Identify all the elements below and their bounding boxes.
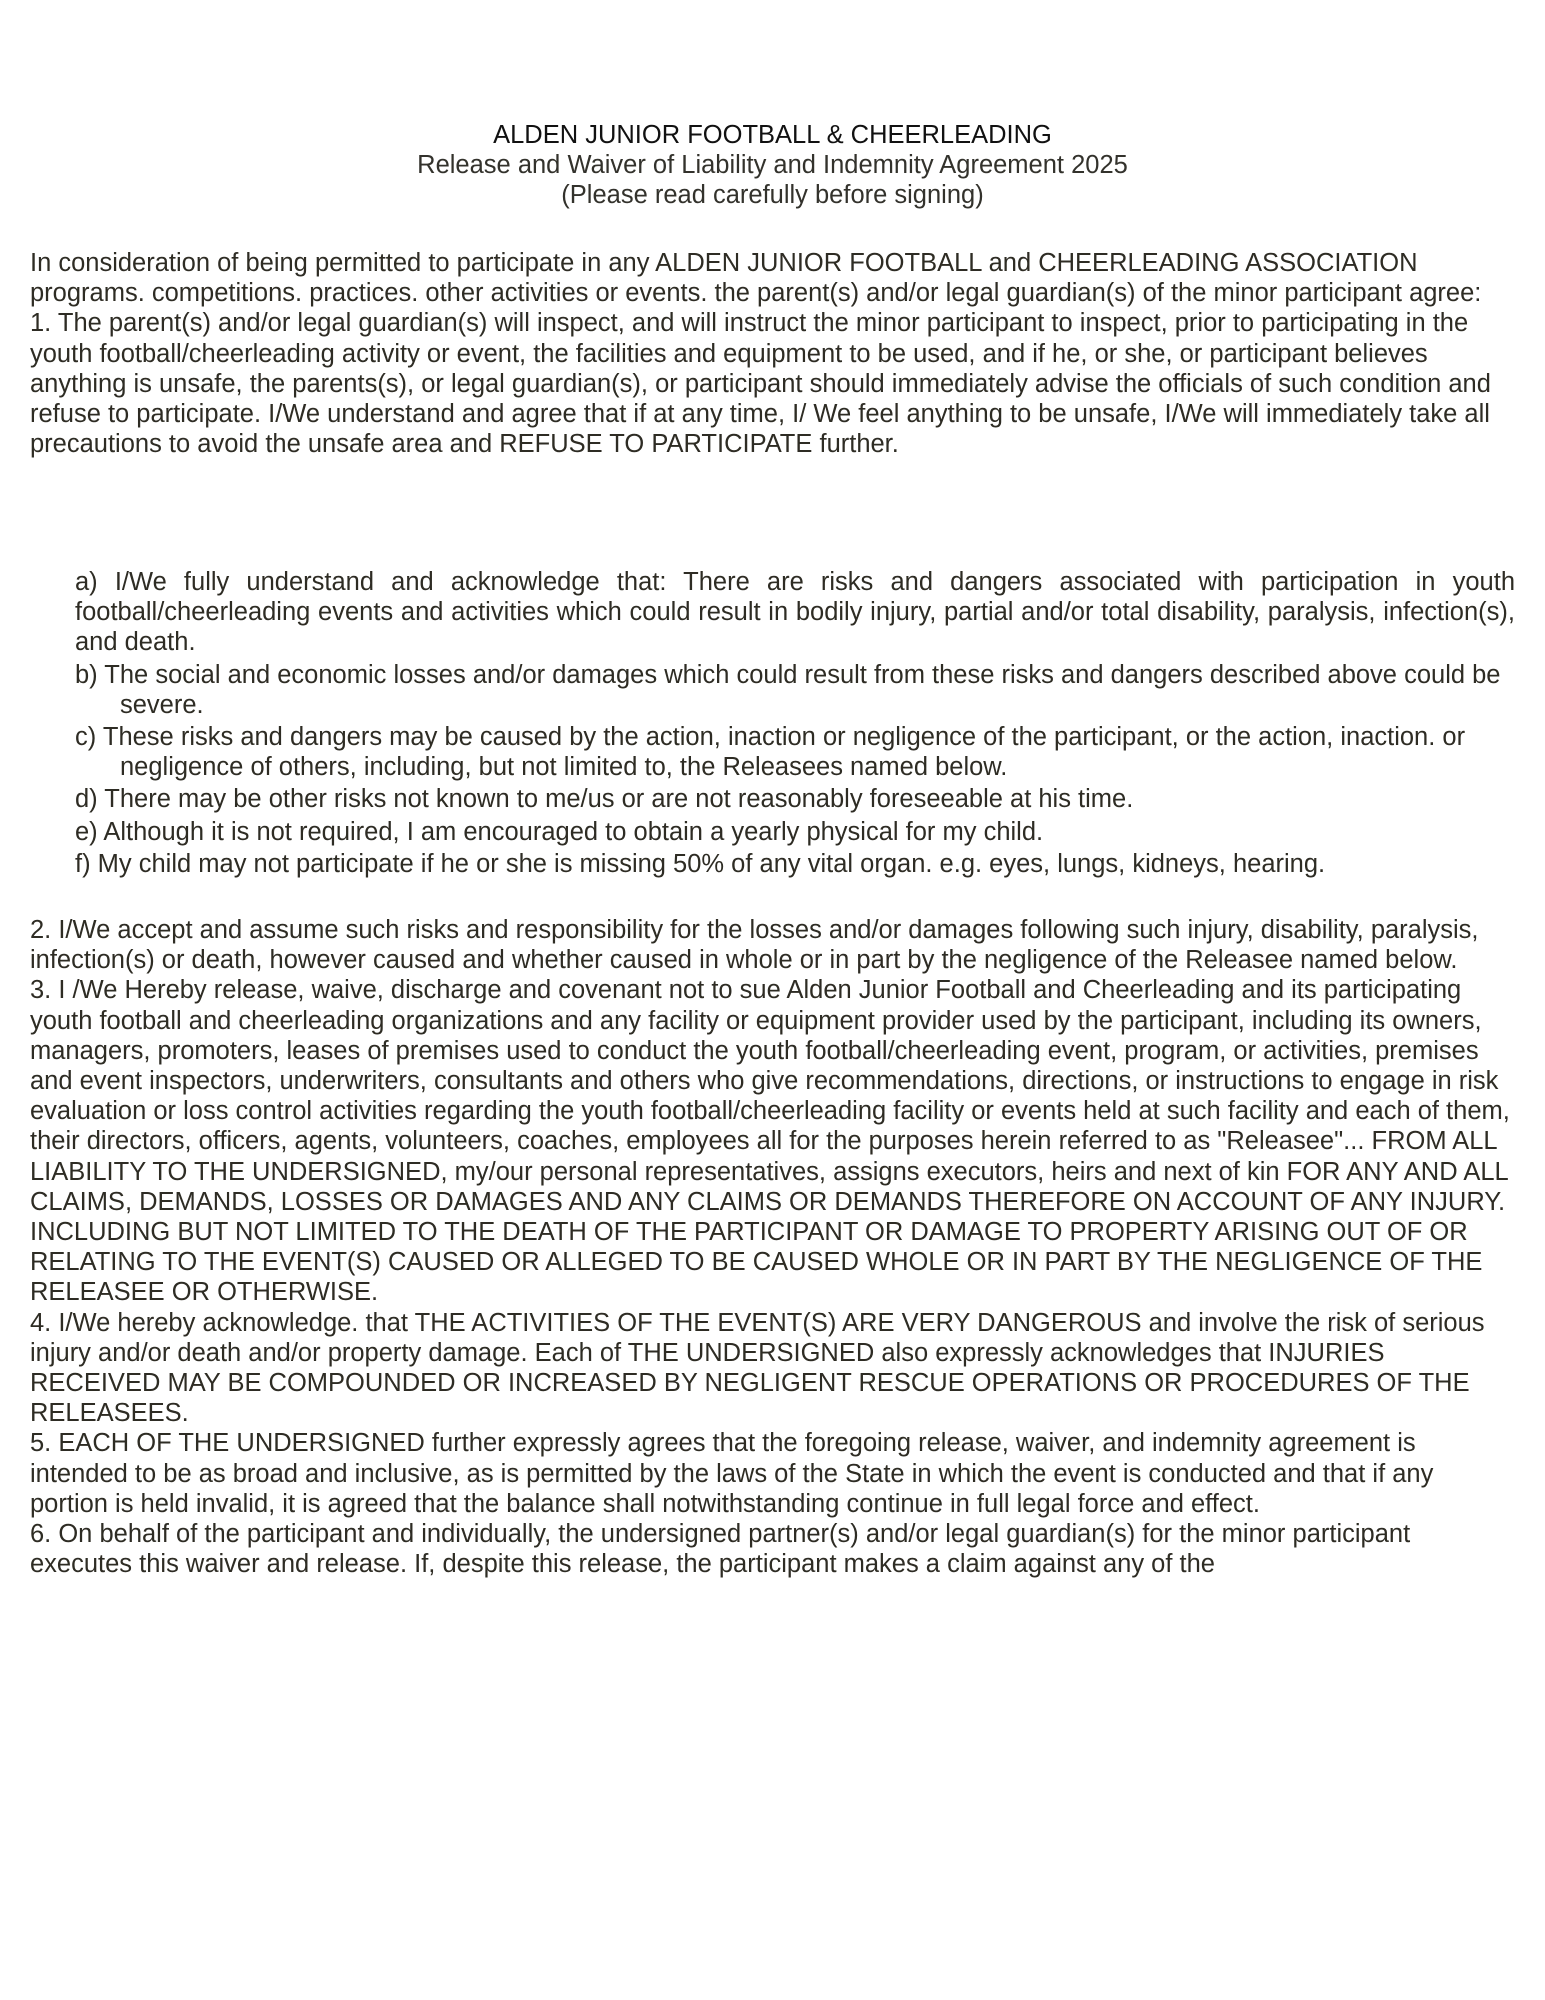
clauses-section [30, 915, 1510, 1579]
risk-item-d: d) There may be other risks not known to me/us or are not reasonably foreseeable at his time. [75, 785, 1134, 814]
risk-item-b: b) The social and economic losses and/or damages which could result from these risks and dangers described above could be severe. [75, 660, 1501, 719]
risk-item-e: e) Although it is not required, I am encouraged to obtain a yearly physical for my child. [75, 817, 1044, 846]
clause-1: 1. The parent(s) and/or legal guardian(s) will inspect, and will instruct the minor participant to inspect, prior to participating in the youth football/cheerleading activity or event, the facilities and equipment to be used, and if he, or she, or participant believes anything is unsafe, the parents(s), or legal guardian(s), or participant should immediately advise the officials of such condition and refuse to participate. I/We understand and agree that if at any time, I/ We feel anything to be unsafe, I/We will immediately take all precautions to avoid the unsafe area and REFUSE TO PARTICIPATE further. [30, 309, 1491, 459]
risk-item-c: c) These risks and dangers may be caused by the action, inaction or negligence of the participant, or the action, inaction. or negligence of others, including, but not limited to, the Releasees named below. [75, 723, 1466, 782]
document-header [0, 120, 1545, 210]
clause-6: 6. On behalf of the participant and individually, the undersigned partner(s) and/or legal guardian(s) for the minor participant executes this waiver and release. If, despite this release, the participant makes a claim against any of the [30, 1520, 1411, 1579]
clause-2: 2. I/We accept and assume such risks and responsibility for the losses and/or damages following such injury, disability, paralysis, infection(s) or death, however caused and whether caused in whole or in part by the negligence of the Releasee named below. [30, 916, 1479, 975]
document-subtitle: Release and Waiver of Liability and Indemnity Agreement 2025 [417, 151, 1128, 179]
risk-item-f: f) My child may not participate if he or she is missing 50% of any vital organ. e.g. eyes, lungs, kidneys, hearing. [75, 849, 1326, 878]
intro-section [30, 248, 1510, 459]
clause-4: 4. I/We hereby acknowledge. that THE ACTIVITIES OF THE EVENT(S) ARE VERY DANGEROUS and involve the risk of serious injury and/or death and/or property damage. Each of THE UNDERSIGNED also expressly acknowledges that INJURIES RECEIVED MAY BE COMPOUNDED OR INCREASED BY NEGLIGENT RESCUE OPERATIONS OR PROCEDURES OF THE RELEASEES. [30, 1308, 1485, 1428]
risk-list [75, 567, 1515, 879]
intro-paragraph: In consideration of being permitted to participate in any ALDEN JUNIOR FOOTBALL and CHEERLEADING ASSOCIATION programs. competitions. practices. other activities or events. the parent(s) and/or legal guardian(s) of the minor participant agree: [30, 249, 1482, 308]
risk-item-a: a) I/We fully understand and acknowledge that: There are risks and dangers associated with participation in youth football/cheerleading events and activities which could result in bodily injury, partial and/or total disability, paralysis, infection(s), and death. [75, 568, 1515, 657]
reading-instruction: (Please read carefully before signing) [561, 181, 984, 209]
document-title: ALDEN JUNIOR FOOTBALL & CHEERLEADING [493, 121, 1052, 149]
clause-3: 3. I /We Hereby release, waive, discharge and covenant not to sue Alden Junior Football and Cheerleading and its participating youth football and cheerleading organizations and any facility or equipment provider used by the participant, including its owners, managers, promoters, leases of premises used to conduct the youth football/cheerleading event, program, or activities, premises and event inspectors, underwriters, consultants and others who give recommendations, directions, or instructions to engage in risk evaluation or loss control activities regarding the youth football/cheerleading facility or events held at such facility and each of them, their directors, officers, agents, volunteers, coaches, employees all for the purposes herein referred to as "Releasee"... FROM ALL LIABILITY TO THE UNDERSIGNED, my/our personal representatives, assigns executors, heirs and next of kin FOR ANY AND ALL CLAIMS, DEMANDS, LOSSES OR DAMAGES AND ANY CLAIMS OR DEMANDS THEREFORE ON ACCOUNT OF ANY INJURY. INCLUDING BUT NOT LIMITED TO THE DEATH OF THE PARTICIPANT OR DAMAGE TO PROPERTY ARISING OUT OF OR RELATING TO THE EVENT(S) CAUSED OR ALLEGED TO BE CAUSED WHOLE OR IN PART BY THE NEGLIGENCE OF THE RELEASEE OR OTHERWISE. [30, 976, 1510, 1307]
clause-5: 5. EACH OF THE UNDERSIGNED further expressly agrees that the foregoing release, waiver, and indemnity agreement is intended to be as broad and inclusive, as is permitted by the laws of the State in which the event is conducted and that if any portion is held invalid, it is agreed that the balance shall notwithstanding continue in full legal force and effect. [30, 1429, 1434, 1518]
